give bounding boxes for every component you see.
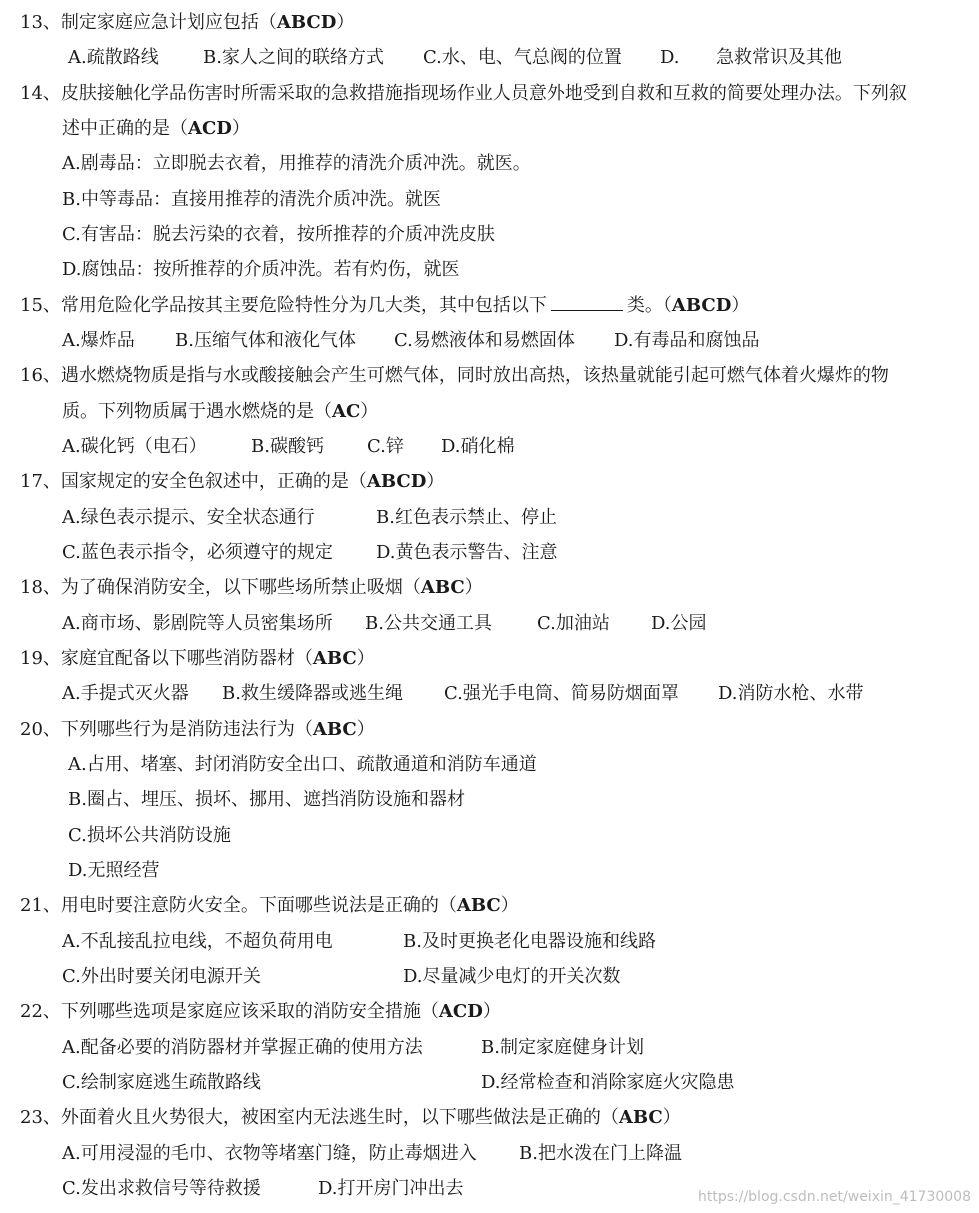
question-17-stem: 17、国家规定的安全色叙述中，正确的是（ABCD）	[20, 471, 445, 492]
question-15-answer: ABCD	[671, 295, 732, 316]
option-d: D.打开房门冲出去	[318, 1178, 464, 1199]
source-watermark: https://blog.csdn.net/weixin_41730008	[697, 1189, 971, 1205]
question-19-answer: ABC	[312, 648, 357, 669]
option-d-text: 急救常识及其他	[716, 47, 842, 68]
option-b: B.把水泼在门上降温	[519, 1143, 682, 1164]
question-16-answer: AC	[332, 401, 361, 422]
question-23-stem: 23、外面着火且火势很大，被困室内无法逃生时，以下哪些做法是正确的（ABC）	[20, 1107, 681, 1128]
option-b: B.压缩气体和液化气体	[175, 330, 356, 351]
question-18-stem: 18、为了确保消防安全，以下哪些场所禁止吸烟（ABC）	[20, 577, 483, 598]
option-b: B.家人之间的联络方式	[203, 47, 384, 68]
question-21-answer: ABC	[456, 895, 501, 916]
option-b: B.及时更换老化电器设施和线路	[403, 931, 656, 952]
question-19-stem: 19、家庭宜配备以下哪些消防器材（ABC）	[20, 648, 375, 669]
question-20-answer: ABC	[312, 719, 357, 740]
answer-blank	[551, 294, 623, 311]
option-c: C.绘制家庭逃生疏散路线	[62, 1072, 261, 1093]
question-14-option-b: B.中等毒品：直接用推荐的清洗介质冲洗。就医	[62, 189, 441, 210]
question-23-answer: ABC	[618, 1107, 663, 1128]
question-22-stem: 22、下列哪些选项是家庭应该采取的消防安全措施（ACD）	[20, 1001, 501, 1022]
option-a: A.爆炸品	[62, 330, 135, 351]
option-d: D.经常检查和消除家庭火灾隐患	[481, 1072, 735, 1093]
option-d: D.硝化棉	[441, 436, 515, 457]
option-c: C.外出时要关闭电源开关	[62, 966, 261, 987]
option-d: D.消防水枪、水带	[718, 683, 864, 704]
option-d: D.公园	[651, 613, 707, 634]
option-a: A.碳化钙（电石）	[62, 436, 207, 457]
question-20-option-a: A.占用、堵塞、封闭消防安全出口、疏散通道和消防车通道	[68, 754, 537, 775]
question-14-stem: 14、皮肤接触化学品伤害时所需采取的急救措施指现场作业人员意外地受到自救和互救的简要处理办法。下列叙	[20, 83, 907, 104]
question-14-option-c: C.有害品：脱去污染的衣着，按所推荐的介质冲洗皮肤	[62, 224, 495, 245]
option-b: B.红色表示禁止、停止	[376, 507, 557, 528]
question-13-stem: 13、制定家庭应急计划应包括（ABCD）	[20, 12, 355, 33]
question-20-option-d: D.无照经营	[68, 860, 160, 881]
option-a: A.绿色表示提示、安全状态通行	[62, 507, 315, 528]
option-b: B.救生缓降器或逃生绳	[222, 683, 403, 704]
option-a: A.疏散路线	[68, 47, 159, 68]
question-15-stem: 15、常用危险化学品按其主要危险特性分为几大类，其中包括以下 类。（ABCD）	[20, 295, 750, 316]
question-14-option-d: D.腐蚀品：按所推荐的介质冲洗。若有灼伤，就医	[62, 259, 460, 280]
option-c: C.加油站	[537, 613, 610, 634]
option-c: C.强光手电筒、简易防烟面罩	[444, 683, 679, 704]
question-14-option-a: A.剧毒品：立即脱去衣着，用推荐的清洗介质冲洗。就医。	[62, 153, 531, 174]
option-d: D.黄色表示警告、注意	[376, 542, 558, 563]
question-13-answer: ABCD	[276, 12, 337, 33]
option-c: C.蓝色表示指令，必须遵守的规定	[62, 542, 333, 563]
option-a: A.手提式灭火器	[62, 683, 189, 704]
option-b: B.制定家庭健身计划	[481, 1037, 644, 1058]
option-c: C.易燃液体和易燃固体	[394, 330, 575, 351]
question-20-option-c: C.损坏公共消防设施	[68, 825, 231, 846]
option-c: C.锌	[367, 436, 404, 457]
option-b: B.碳酸钙	[251, 436, 324, 457]
question-14-answer: ACD	[188, 118, 232, 139]
option-a: A.可用浸湿的毛巾、衣物等堵塞门缝，防止毒烟进入	[62, 1143, 477, 1164]
question-14-stem-cont: 述中正确的是（ACD）	[62, 118, 250, 139]
option-c: C.发出求救信号等待救援	[62, 1178, 261, 1199]
option-c: C.水、电、气总阀的位置	[423, 47, 622, 68]
option-d: D.	[660, 47, 680, 68]
question-17-answer: ABCD	[366, 471, 427, 492]
option-a: A.商市场、影剧院等人员密集场所	[62, 613, 333, 634]
question-20-stem: 20、下列哪些行为是消防违法行为（ABC）	[20, 719, 375, 740]
option-a: A.配备必要的消防器材并掌握正确的使用方法	[62, 1037, 423, 1058]
option-d: D.有毒品和腐蚀品	[614, 330, 760, 351]
question-18-answer: ABC	[420, 577, 465, 598]
option-a: A.不乱接乱拉电线，不超负荷用电	[62, 931, 333, 952]
question-16-stem-cont: 质。下列物质属于遇水燃烧的是（AC）	[62, 401, 379, 422]
option-d: D.尽量减少电灯的开关次数	[403, 966, 621, 987]
option-b: B.公共交通工具	[365, 613, 492, 634]
question-20-option-b: B.圈占、埋压、损坏、挪用、遮挡消防设施和器材	[68, 789, 465, 810]
question-21-stem: 21、用电时要注意防火安全。下面哪些说法是正确的（ABC）	[20, 895, 519, 916]
question-16-stem: 16、遇水燃烧物质是指与水或酸接触会产生可燃气体，同时放出高热，该热量就能引起可燃气体着火爆炸的物	[20, 365, 889, 386]
question-22-answer: ACD	[438, 1001, 483, 1022]
